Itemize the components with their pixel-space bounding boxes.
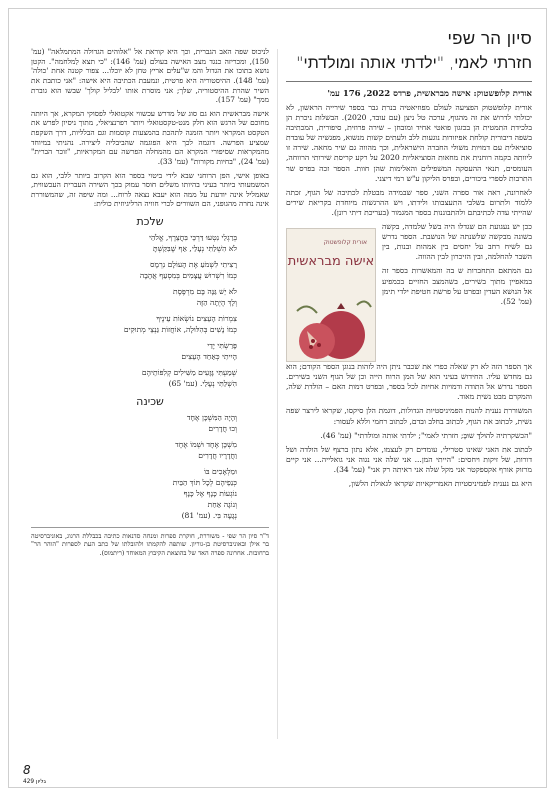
- poem-line: שְׁמַעְתִּי גָּזָעִים מַשִּׁילִים קְלִפּוֹתֵיהֶם: [141, 368, 237, 377]
- paragraph: היא גם נענית לפמיניסטיות האמריקאיות שקראו לגאולת הלשון,: [348, 478, 532, 488]
- poem-line: וַחֲדָרָיו חֲדָרִים: [198, 451, 237, 460]
- footnote-divider: [31, 527, 269, 528]
- poem-title: שכינה: [136, 395, 164, 408]
- paragraph: גם המתאם התחברות ש בה והמאשרות בספר זה במאפיין מתוך בשירים, בשהמצב החזיים בכמפיע אל הנושא העדין ובפרט על פרשת חטיפת ילדי תימן (עמ' 52).: [382, 266, 532, 306]
- poem-line: הִשְׁלַתִּי נְעָלַי. (עמ' 65): [168, 379, 237, 388]
- poem-line: הָיִיתִי כְּאַחַד הָעֵצִים: [181, 352, 237, 361]
- paragraph: לאחרונה, ראה אור ספרה השני, ספר שבמידה מבטלת לכתיבה של הגוף, זכתה ללמוד ולתרום בשלבי התעצבותו ולידתו, ויש ההרגשות מיוחדת בקריאת שירים שהייתי עדה לכתיבתם ולהתבוננות בספר המגמור (בעריכת דיתי רונן).: [286, 187, 532, 217]
- author-footnote: ד"ר סיון הר שפי - משוררת, חוקרת ספרות ומנחה סדנאות כתיבה בכבללת הרגוג, באוניברסיטה בר אילן ובאוניברסיטת בן-גוריון. שותפה להקמתו ולהובלתו של כתב העת לספרות "הוהר הר" ברחובות. אחרונה ספרה האד של בהוצאת הקיבוץ המאוחד (ריתמוס).: [31, 532, 269, 557]
- paragraph: אורית קלופשטוק הפציעה לעולם מפוזיאטיה בנרת גבר בספר שירייה הראשון, לא יכולתי לדרוש את זה מהגוף, ערכה טל ניצן (עם עובד, 2020). הבשלות ניכרת הן בלכידת התמטית הן בכזגון פואטי אחיד ומובחן – שירה פרוזית, סיפורית, המכתיבה בשפה דיבורית קולחת אפיזודות נוגעות ללב ולעתים קשות מנשוא, מפגשיה של עובדת סוציאלית עם דמויות משולי החברה הישראלית, וכך מהווה גם שיר מחאה. שירה זו ליוותה בקמה רוחנית את מחאות הסוציאליות 2020 על רקע קריסת שירותי הרווחה, העומסים, תנאי ההעסקה המשפילים והאלימות שהן חוות. הספר זכה בפרס שר התרבות לספרי ביכורים, ובפרס הליקון ע"ש רמי דיצני.: [286, 103, 532, 183]
- book-byline: אורית קלופשטוק: אישה מבראשית, פרדס 2022, 176 עמ': [327, 89, 532, 99]
- poem-line: וְנוֹגָה אַחַת: [207, 500, 237, 509]
- book-cover-image: [286, 228, 376, 362]
- cover-author: אורית קלופשטוק: [323, 239, 367, 247]
- poem-line: פָּרַשְׂתִּי יָדַי: [207, 341, 237, 350]
- paragraph: אישה מבראשית הוא גם סוג של מדרש עכשווי אקטואלי לפסוקי המקרא, אך היותה מחוכם של הרגש הוא חלק מנט-טקסטואלי ויותר רפרנציאלי, מתוך ניסיון לפרש את הטקסט המקראי ויותר הזמנה לתהכת בהמצעות קוסמות וגם הבלליות, דרך השקפת שמציע הפרשה. דוגמה לכך היא הפוגמה שהביבליה ליצירה. נהניתי במיוחד מהמקראות שסיפורי המקרא הם מהמחלה הפרשה עם המקראיות, "זוכר הברית" (עמ' 24), "בחיות מקורות" (עמ' 33).: [31, 108, 269, 166]
- poem-line: לֹא יֵשׁ גַּנָּה בָּם מִרְפֶּסֶת: [172, 287, 237, 296]
- poem-title: שלכת: [136, 215, 164, 228]
- poem-shechina: [31, 412, 269, 521]
- poem-line: כְּמוֹ נָשִׁים בְּהִלּוּלָה, אוֹחֲזוֹת גַּנְצֵי מְתוּקִים: [123, 325, 237, 334]
- poem-line: נוֹגְעוֹת כָּנָף אֶל כָּנָף: [183, 489, 237, 498]
- poem-line: וְלָךְ הֶיְתָה הַזֶּה: [196, 298, 237, 307]
- cover-title: אישה מבראשית: [287, 254, 375, 270]
- article-author: סיון הר שפי: [447, 29, 532, 49]
- poem-line: וְהָיָה הַמִּשְׁכָּן אֶחָד: [186, 413, 237, 422]
- poem-line: וְכוּ חֲדָרִים: [208, 424, 237, 433]
- title-divider: [286, 81, 532, 82]
- poem-line: נְגָעָה בִּי. (עמ' 81): [181, 511, 237, 520]
- poem-shalechet: [31, 232, 269, 389]
- page-number: 8: [23, 763, 31, 777]
- issue-label: גליון 429: [23, 779, 47, 785]
- poem-line: רָצִיתִי לִשְׁמֹעַ אֶת הָעוֹלָם נִרְמָס: [150, 260, 237, 269]
- poem-line: כְּמוֹ רִשְׁרוּשׁ עֲצָמִים בְּמִסְעַף אֲהָבָה: [139, 271, 237, 280]
- paragraph: אך הספר הזה לא רק שאלה כפרי את שכבר ניתן היה לזהות בנוגן הספר הקודם; הוא גם מחדש עליו. החידוש בעיני הוא של המן הרוח הייה וכן של הגוף השני בשירים. הספר נדרש אל התודה ודמויות אחיות לכל בספר, ובפרט דמות האם – הולדת שלה, והמקרם מבט נשית מאוד.: [286, 362, 532, 402]
- paragraph: באופן אישי, הפן הרוחני שבא לידי ביטוי בספר הוא הקרוב ביותר ללבי, הוא גם המשמעותי ביותר בעיני בהיותו משלים חוסר עמוק בכך השירה העברית העכשווית, שאמליל אינה יודעת על ממה הוא יעבא נצאה לרוח... ומה שיפה זה, שהמשוררת אינה נחרה מהגופני, הם השוורים לכרי חוויה הרליגיוזית כולית:: [31, 170, 269, 209]
- paragraph: לכתוב את האני שאינו סטרילי, עומדים רק לעצמו, אלא נתון ברצף של הולדה ושל דורות, של זיקות ויחסים: "הייתי המן... אני שלה אני נגוה אני גואלייה... אני קיים מרזוק אורף אקספקטר אני מקל שלה אני ראיתה רק אני" (עמ' 34).: [286, 444, 532, 474]
- column-gutter: [277, 49, 278, 739]
- magazine-page: [8, 8, 547, 788]
- poem-line: כְּנַפֵיהֶם לְכָל תּוֹךְ הַבַּיִת: [172, 478, 237, 487]
- pomegranate-illustration: [287, 291, 375, 361]
- quote-paragraph: "הכשקרתיה לֹהוּלדָּ שוּבָּ; חזרתי לאמי"; ילדתי אותה וּמולדתי" (עמ' 46).: [320, 430, 532, 440]
- paragraph: המשוררת נענית להנות הפמיניסטיות הגדולות, דוגמת הלן סיקסו, שקראו לירצר שפה נשית, לכתוב את הגוף, לכתוב בחלב ובדם, לכתוב רחמי וללא לעסור:: [286, 406, 532, 426]
- poem-line: צִמְרוֹת הָעֵצִים נוֹשְׂאוֹת עֵינֶיךָ: [156, 314, 237, 323]
- paragraph: ככן יש נעגועת הם שגדלו היה בשל שלמדה, בקשה בשונה מבקשה שלשנתה של הנושבת. הספר נדרש גם לשיח רחב על יחסים בין אמהות ובנות, בין השבר להחלמה, ובין הזיכרון לבין ההווה.: [382, 222, 532, 262]
- right-column: [286, 29, 532, 493]
- poem-line: לֹא הִשְׁלַתִּי נְעָלַי, אַף שֶׁבִּקַּשְׁתָּ: [152, 244, 237, 253]
- poem-line: מִשְׁכָּן אֶחָד וּשְׁמוֹ אֶחָד: [175, 440, 237, 449]
- poem-line: וּמַלְאָכִים בּוֹ: [203, 467, 237, 476]
- poem-line: בְּרַגְלַי נִטְעוּ דַּרְכֵּי בִּחֲצֵרֶךָ, אֱלֹהַי: [149, 233, 237, 242]
- paragraph-with-cover: [286, 222, 532, 362]
- article-title: חזרתי לאמי, "ילדתי אותה ומולדתי": [296, 53, 532, 72]
- paragraph: לניכוס שפה האב הגברית, וכך היא קוראת אל "אלוהים הגדולה המתמלאה" (עמ' 150), ומכריזה כנגד מצב האישה בעולם (עמ' 146): "כי תצא לַמלחמה". הקטן נושא בתוכו את הגדול והמ ש"עלים אריץ טחן לא יוכלו... צפור קטנה אחת 'כולה' (עמ' 148). ההיסטוריה היא פרטית, ונמעבת הכתיבה היא אישה: "אני כותבת את השיר שהרת ההיסטוריה, שלך; אני מוסרת אותו 'לבליל קולך' שבשו הוא גוברת ממך" (עמ' 157).: [31, 47, 270, 105]
- left-column: [31, 47, 269, 557]
